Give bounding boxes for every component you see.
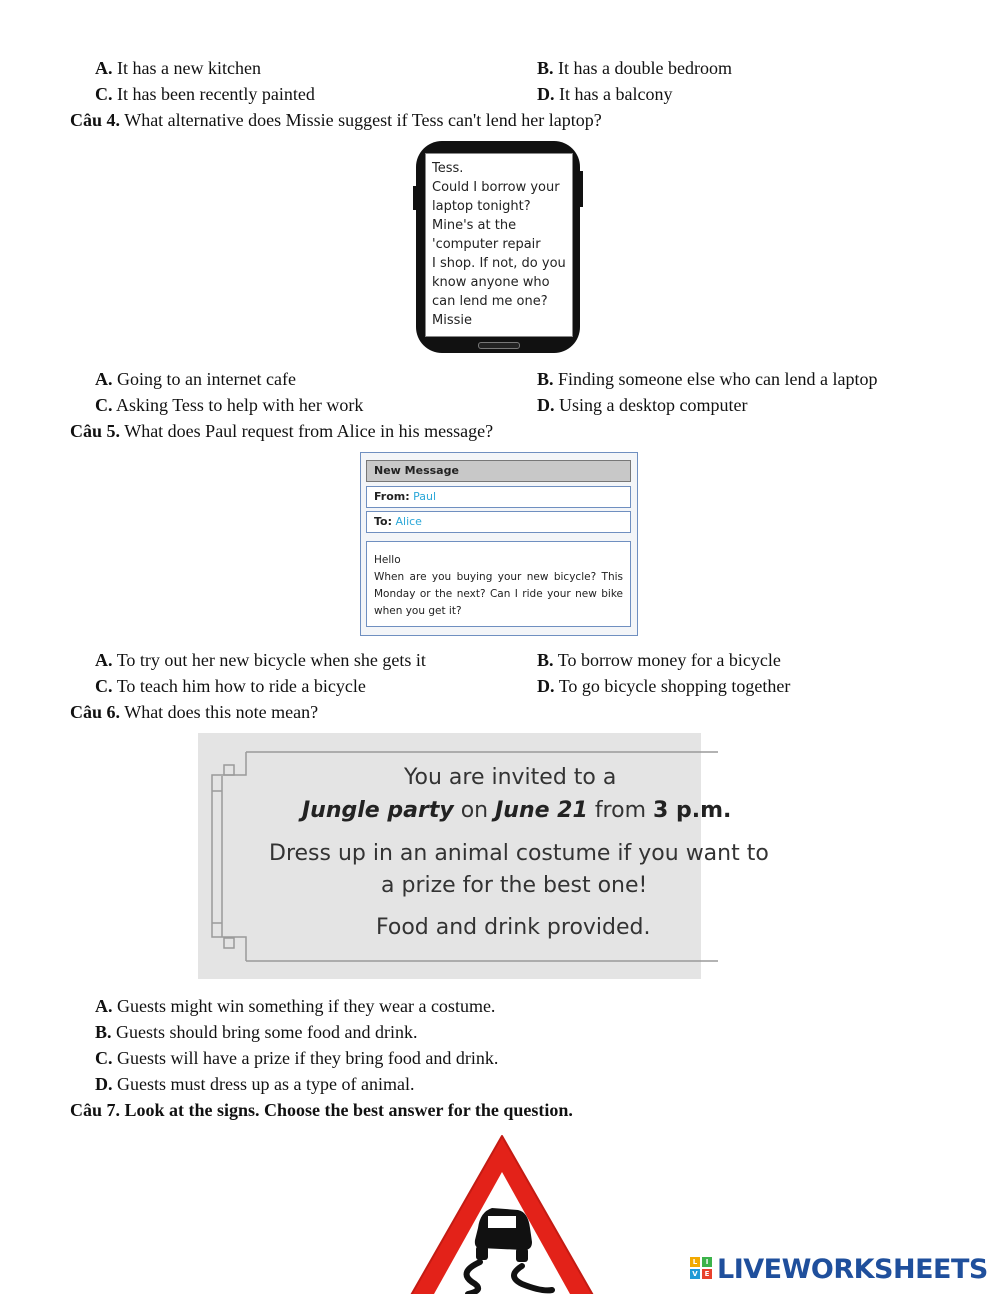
liveworksheets-logo[interactable] — [690, 1252, 988, 1286]
option-letter: C. — [95, 676, 113, 696]
option-letter: D. — [95, 1074, 113, 1094]
phone-line: Mine's at the — [432, 218, 517, 233]
question-label: Câu 7. — [70, 1100, 121, 1120]
email-header: New Message — [366, 460, 631, 482]
question-label: Câu 6. — [70, 702, 121, 722]
option-text: It has been recently painted — [117, 84, 315, 104]
phone-line: know anyone who — [432, 275, 550, 290]
phone-home-button — [478, 342, 520, 349]
option-text: To try out her new bicycle when she gets it — [116, 650, 426, 670]
to-label: To: — [374, 515, 392, 528]
option-letter: D. — [537, 676, 555, 696]
q5-option-a[interactable] — [95, 649, 426, 671]
option-text: It has a double bedroom — [558, 58, 732, 78]
question-7 — [70, 1099, 573, 1121]
option-text: Going to an internet cafe — [117, 369, 296, 389]
invite-word-from: from — [594, 798, 647, 823]
q6-option-c[interactable] — [95, 1047, 498, 1069]
option-letter: D. — [537, 395, 555, 415]
question-text: Look at the signs. Choose the best answer for the question. — [124, 1100, 573, 1120]
q6-option-b[interactable] — [95, 1021, 418, 1043]
q3-option-a[interactable] — [95, 57, 261, 79]
option-letter: C. — [95, 84, 113, 104]
option-text: To go bicycle shopping together — [558, 676, 791, 696]
q3-option-c[interactable] — [95, 83, 315, 105]
phone-side-button — [580, 171, 583, 207]
phone-screen — [425, 153, 573, 337]
logo-wordmark: LIVEWORKSHEETS — [717, 1253, 988, 1285]
option-letter: C. — [95, 1048, 113, 1068]
question-text: What does this note mean? — [124, 702, 319, 722]
option-text: Guests will have a prize if they bring food and drink. — [117, 1048, 499, 1068]
option-text: Guests must dress up as a type of animal. — [117, 1074, 415, 1094]
email-message-image — [360, 452, 638, 636]
invite-line-2 — [302, 796, 731, 826]
phone-line: Could I borrow your — [432, 180, 560, 195]
phone-line: I shop. If not, do you — [432, 256, 566, 271]
option-text: Guests should bring some food and drink. — [116, 1022, 418, 1042]
email-body-text: When are you buying your new bicycle? This Monday or the next? Can I ride your new bike when you get it? — [374, 571, 623, 617]
option-letter: B. — [537, 650, 554, 670]
to-value: Alice — [395, 515, 422, 528]
question-text: What does Paul request from Alice in his message? — [124, 421, 494, 441]
invite-word-on: on — [460, 798, 489, 823]
q4-option-d[interactable] — [537, 394, 747, 416]
question-5 — [70, 420, 493, 442]
q3-option-b[interactable] — [537, 57, 732, 79]
option-letter: B. — [95, 1022, 112, 1042]
phone-line: Tess. — [432, 161, 464, 176]
invite-line-4: a prize for the best one! — [381, 873, 648, 898]
q4-option-a[interactable] — [95, 368, 296, 390]
q3-option-d[interactable] — [537, 83, 672, 105]
option-letter: A. — [95, 369, 113, 389]
q6-option-a[interactable] — [95, 995, 495, 1017]
question-label: Câu 5. — [70, 421, 121, 441]
q4-option-c[interactable] — [95, 394, 363, 416]
email-to-field — [366, 511, 631, 533]
email-body — [366, 541, 631, 627]
invite-party-name: Jungle party — [302, 798, 454, 823]
from-label: From: — [374, 490, 410, 503]
email-greeting: Hello — [374, 554, 401, 566]
phone-message-text — [432, 159, 574, 330]
option-text: Finding someone else who can lend a laptop — [558, 369, 878, 389]
option-letter: C. — [95, 395, 113, 415]
q5-option-b[interactable] — [537, 649, 781, 671]
option-letter: D. — [537, 84, 555, 104]
q4-option-b[interactable] — [537, 368, 877, 390]
phone-line: 'computer repair — [432, 237, 541, 252]
question-text: What alternative does Missie suggest if Tess can't lend her laptop? — [124, 110, 602, 130]
phone-line: can lend me one? — [432, 294, 548, 309]
invite-time: 3 p.m. — [653, 798, 732, 823]
q6-option-d[interactable] — [95, 1073, 414, 1095]
option-text: Using a desktop computer — [559, 395, 748, 415]
option-text: To teach him how to ride a bicycle — [116, 676, 366, 696]
option-text: Guests might win something if they wear a costume. — [117, 996, 496, 1016]
email-from-field — [366, 486, 631, 508]
option-letter: A. — [95, 58, 113, 78]
option-text: To borrow money for a bicycle — [557, 650, 781, 670]
question-4 — [70, 109, 602, 131]
phone-line: laptop tonight? — [432, 199, 531, 214]
phone-message-image — [416, 141, 580, 353]
logo-mark-icon: L I V E — [690, 1257, 714, 1281]
option-text: Asking Tess to help with her work — [116, 395, 364, 415]
option-letter: B. — [537, 369, 554, 389]
from-value: Paul — [413, 490, 437, 503]
invite-line-3: Dress up in an animal costume if you want to — [269, 841, 769, 866]
option-text: It has a balcony — [559, 84, 673, 104]
invitation-note-image — [198, 733, 769, 979]
option-letter: A. — [95, 996, 113, 1016]
option-letter: A. — [95, 650, 113, 670]
slippery-road-sign-icon — [402, 1132, 602, 1294]
invite-date: June 21 — [495, 798, 588, 823]
invite-line-1: You are invited to a — [404, 765, 617, 790]
option-letter: B. — [537, 58, 554, 78]
phone-side-button — [413, 186, 416, 210]
q5-option-c[interactable] — [95, 675, 366, 697]
q5-option-d[interactable] — [537, 675, 790, 697]
question-label: Câu 4. — [70, 110, 121, 130]
invite-line-5: Food and drink provided. — [376, 915, 651, 940]
option-text: It has a new kitchen — [117, 58, 261, 78]
phone-line: Missie — [432, 313, 472, 328]
question-6 — [70, 701, 318, 723]
